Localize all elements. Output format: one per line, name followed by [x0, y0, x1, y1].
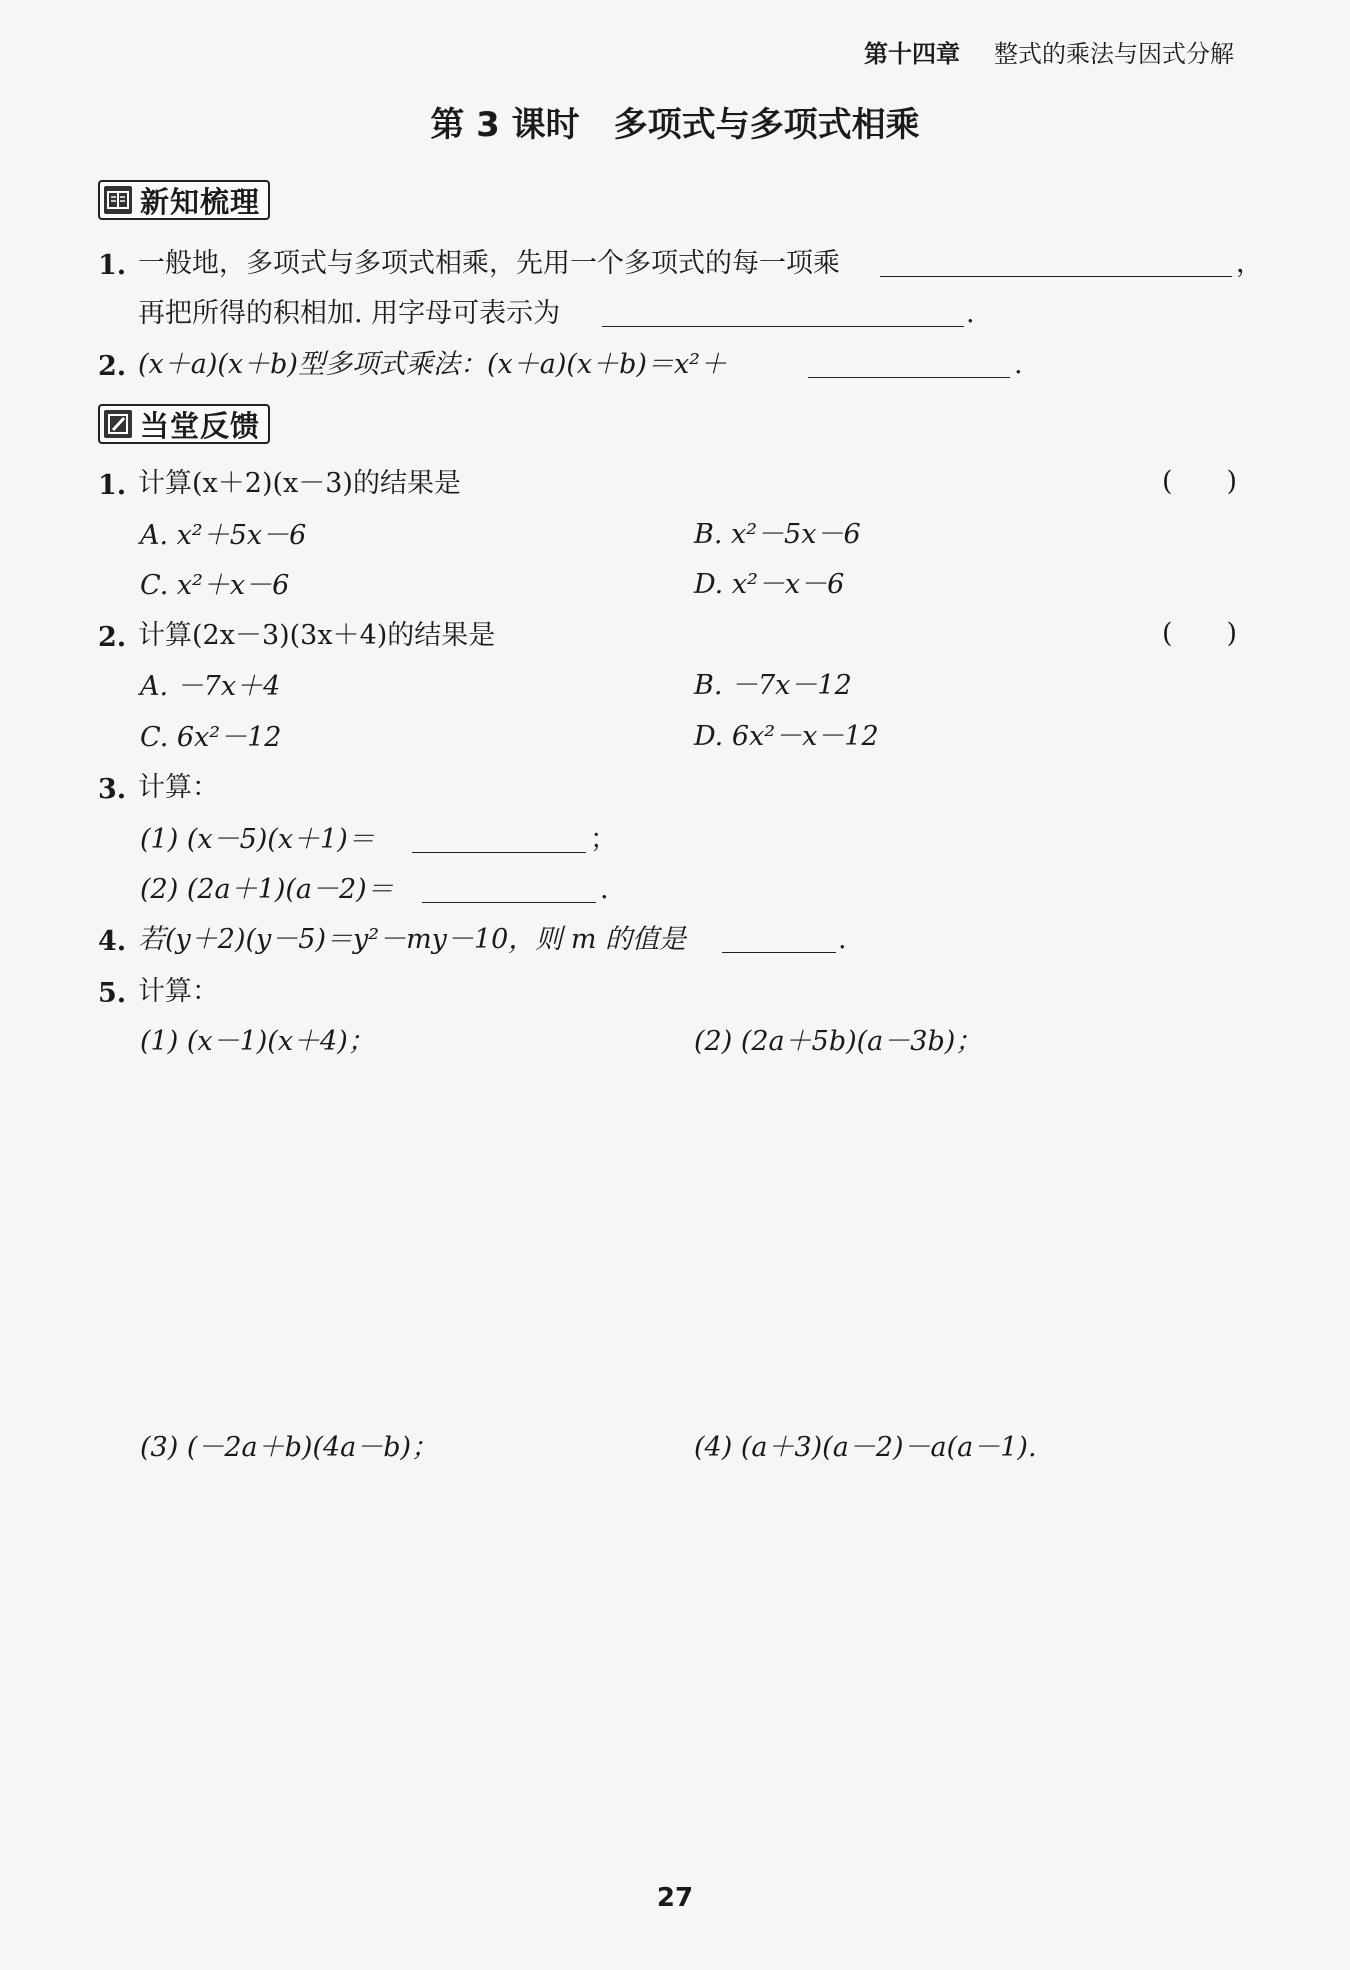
- question-number: 2.: [98, 351, 127, 382]
- answer-blank[interactable]: [422, 880, 596, 903]
- sub-question: (2) (2a＋5b)(a－3b)；: [694, 1026, 983, 1057]
- punctuation: .: [966, 298, 975, 329]
- question-stem: 计算：: [138, 772, 219, 803]
- question-number: 1.: [98, 250, 127, 281]
- answer-blank[interactable]: [412, 830, 586, 853]
- question-text: 再把所得的积相加. 用字母可表示为: [138, 298, 561, 329]
- option-c[interactable]: C. 6x²－12: [140, 722, 282, 753]
- section-badge-feedback: [98, 404, 270, 444]
- answer-blank[interactable]: [722, 930, 836, 953]
- question-number: 5.: [98, 978, 127, 1009]
- chapter-label: 第十四章: [864, 40, 960, 68]
- question-stem: 计算：: [138, 976, 219, 1007]
- option-a[interactable]: A. x²＋5x－6: [140, 520, 307, 551]
- punctuation: .: [600, 874, 609, 905]
- question-number: 2.: [98, 622, 127, 653]
- punctuation: .: [838, 924, 847, 955]
- question-stem: 计算(x＋2)(x－3)的结果是: [138, 468, 461, 499]
- question-number: 3.: [98, 774, 127, 805]
- answer-bracket[interactable]: ( ): [1162, 466, 1238, 497]
- question-stem: 若(y＋2)(y－5)＝y²－my－10，则 m 的值是: [138, 924, 687, 955]
- sub-question: (4) (a＋3)(a－2)－a(a－1).: [694, 1432, 1037, 1463]
- section-badge-new-knowledge: [98, 180, 270, 220]
- lesson-title: 第 3 课时 多项式与多项式相乘: [430, 105, 920, 145]
- section-label: 新知梳理: [140, 184, 261, 219]
- question-number: 1.: [98, 470, 127, 501]
- question-stem: 计算(2x－3)(3x＋4)的结果是: [138, 620, 496, 651]
- punctuation: ，: [1236, 248, 1263, 279]
- option-d[interactable]: D. 6x²－x－12: [694, 721, 879, 752]
- answer-blank[interactable]: [808, 355, 1010, 378]
- punctuation: ；: [590, 824, 617, 855]
- sub-question: (2) (2a＋1)(a－2)＝: [140, 874, 394, 905]
- option-a[interactable]: A. －7x＋4: [140, 671, 281, 702]
- answer-blank[interactable]: [880, 254, 1232, 277]
- option-c[interactable]: C. x²＋x－6: [140, 570, 290, 601]
- answer-bracket[interactable]: ( ): [1162, 618, 1238, 649]
- option-b[interactable]: B. －7x－12: [694, 670, 852, 701]
- page-number: 27: [656, 1883, 694, 1913]
- question-text: (x＋a)(x＋b)型多项式乘法：(x＋a)(x＋b)＝x²＋: [138, 349, 727, 380]
- answer-blank[interactable]: [602, 304, 964, 327]
- option-d[interactable]: D. x²－x－6: [694, 569, 845, 600]
- question-text: 一般地，多项式与多项式相乘，先用一个多项式的每一项乘: [138, 248, 840, 279]
- sub-question: (1) (x－1)(x＋4)；: [140, 1026, 375, 1057]
- section-label: 当堂反馈: [140, 408, 261, 443]
- book-icon: [104, 186, 132, 214]
- question-number: 4.: [98, 926, 127, 957]
- punctuation: .: [1014, 349, 1023, 380]
- sub-question: (1) (x－5)(x＋1)＝: [140, 824, 375, 855]
- chapter-topic: 整式的乘法与因式分解: [994, 40, 1234, 68]
- pencil-icon: [104, 410, 132, 438]
- sub-question: (3) (－2a＋b)(4a－b)；: [140, 1432, 439, 1463]
- option-b[interactable]: B. x²－5x－6: [694, 519, 861, 550]
